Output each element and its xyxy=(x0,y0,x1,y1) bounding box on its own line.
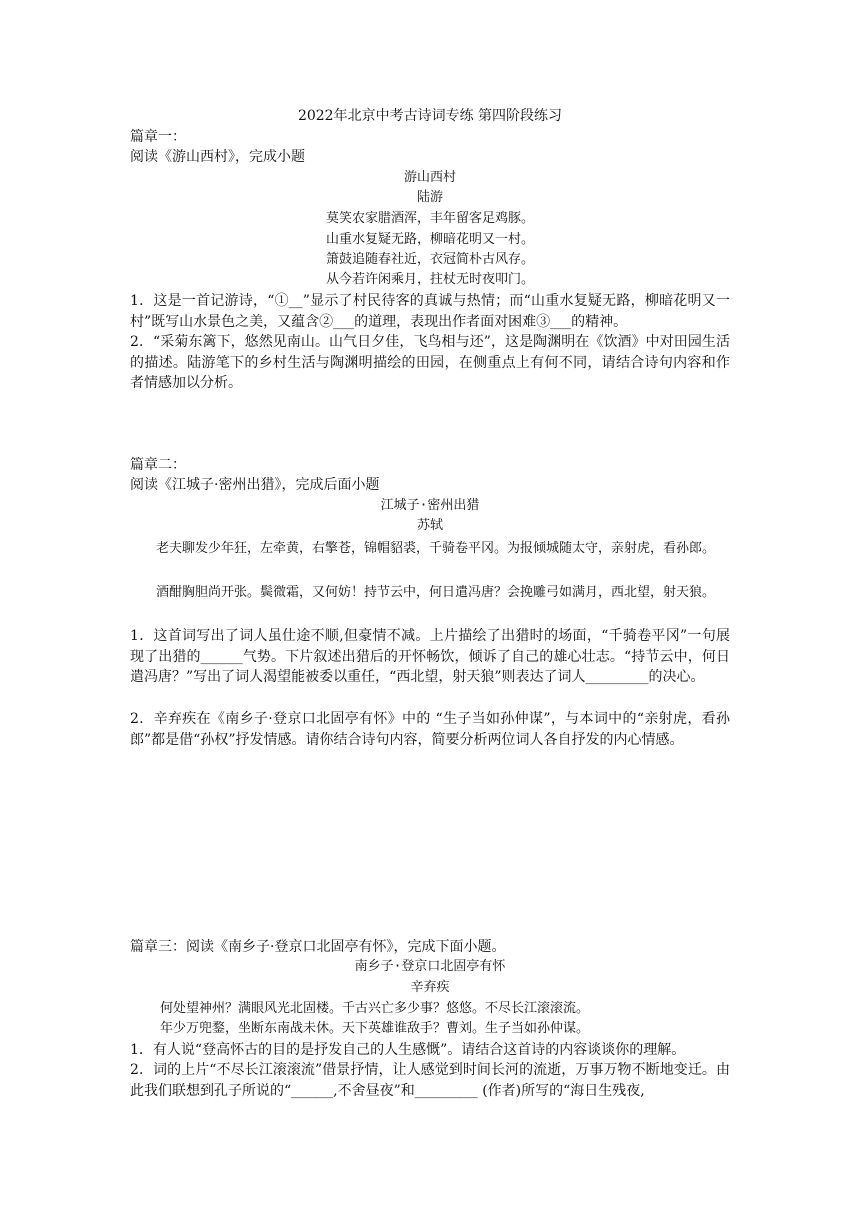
poem-1-line-4: 从今若许闲乘月，拄杖无时夜叩门。 xyxy=(325,272,534,287)
poem-3-line-1: 何处望神州？满眼风光北固楼。千古兴亡多少事？悠悠。不尽长江滚滚流。 xyxy=(160,1001,590,1016)
section-3-question-2: 2．词的上片“不尽长江滚滚流”借景抒情，让人感觉到时间长河的流逝，万事万物不断地变迁。由此我们联想到孔子所说的“______,不舍昼夜”和_________ (作者)所写的“海日生残夜, xyxy=(130,1062,730,1099)
poem-1-title: 游山西村 xyxy=(403,170,456,185)
document-title: 2022年北京中考古诗词专练 第四阶段练习 xyxy=(297,108,563,124)
poem-1-line-1: 莫笑农家腊酒浑，丰年留客足鸡豚。 xyxy=(325,211,534,226)
section-3-question-1: 1．有人说“登高怀古的目的是抒发自己的人生感慨”。请结合这首诗的内容谈谈你的理解。 xyxy=(130,1042,686,1058)
section-3-header: 篇章三：阅读《南乡子·登京口北固亭有怀》，完成下面小题。 xyxy=(130,939,506,955)
section-2-instruction: 阅读《江城子·密州出猎》，完成后面小题 xyxy=(130,477,380,493)
section-2-header: 篇章二： xyxy=(130,457,186,473)
poem-1-line-2: 山重水复疑无路，柳暗花明又一村。 xyxy=(325,232,534,247)
poem-3-title: 南乡子·登京口北固亭有怀 xyxy=(354,959,506,974)
section-2-question-1: 1．这首词写出了词人虽仕途不顺,但豪情不减。上片描绘了出猎时的场面，“千骑卷平冈”一句展现了出猎的______气势。下片叙述出猎后的开怀畅饮，倾诉了自己的雄心壮志。“持节云中，何日遣冯唐？”写出了词人渴望能被委以重任，“西北望，射天狼”则表达了词人_________的决心。 xyxy=(130,628,730,685)
poem-3-line-2: 年少万兜鍪，坐断东南战未休。天下英雄谁敌手？曹刘。生子当如孙仲谋。 xyxy=(160,1021,590,1036)
poem-1-author: 陆游 xyxy=(416,190,443,205)
poem-2-stanza-1: 老夫聊发少年狂，左牵黄，右擎苍，锦帽貂裘，千骑卷平冈。为报倾城随太守，亲射虎，看孙郎。 xyxy=(156,541,716,556)
section-2-question-2: 2．辛弃疾在《南乡子·登京口北固亭有怀》中的 “生子当如孙仲谋”，与本词中的“亲射虎，看孙郎”都是借“孙权”抒发情感。请你结合诗句内容，简要分析两位词人各自抒发的内心情感。 xyxy=(130,711,730,748)
poem-2-author: 苏轼 xyxy=(416,518,443,533)
poem-2-stanza-2: 酒酣胸胆尚开张。鬓微霜，又何妨！持节云中，何日遣冯唐？会挽雕弓如满月，西北望，射天狼。 xyxy=(156,585,716,600)
poem-2-title: 江城子·密州出猎 xyxy=(380,498,480,513)
section-1-instruction: 阅读《游山西村》，完成小题 xyxy=(130,149,305,165)
section-1-header: 篇章一： xyxy=(130,129,186,145)
section-1-question-2: 2．“采菊东篱下，悠然见南山。山气日夕佳，飞鸟相与还”，这是陶渊明在《饮酒》中对田园生活的描述。陆游笔下的乡村生活与陶渊明描绘的田园，在侧重点上有何不同，请结合诗句内容和作者情感加以分析。 xyxy=(130,334,730,391)
poem-1-line-3: 箫鼓追随春社近，衣冠简朴古风存。 xyxy=(325,252,534,267)
section-1-question-1: 1．这是一首记游诗，“①__”显示了村民待客的真诚与热情；而“山重水复疑无路，柳暗花明又一村”既写山水景色之美，又蕴含②___的道理，表现出作者面对困难③___的精神。 xyxy=(130,293,730,330)
poem-3-author: 辛弃疾 xyxy=(410,980,450,995)
